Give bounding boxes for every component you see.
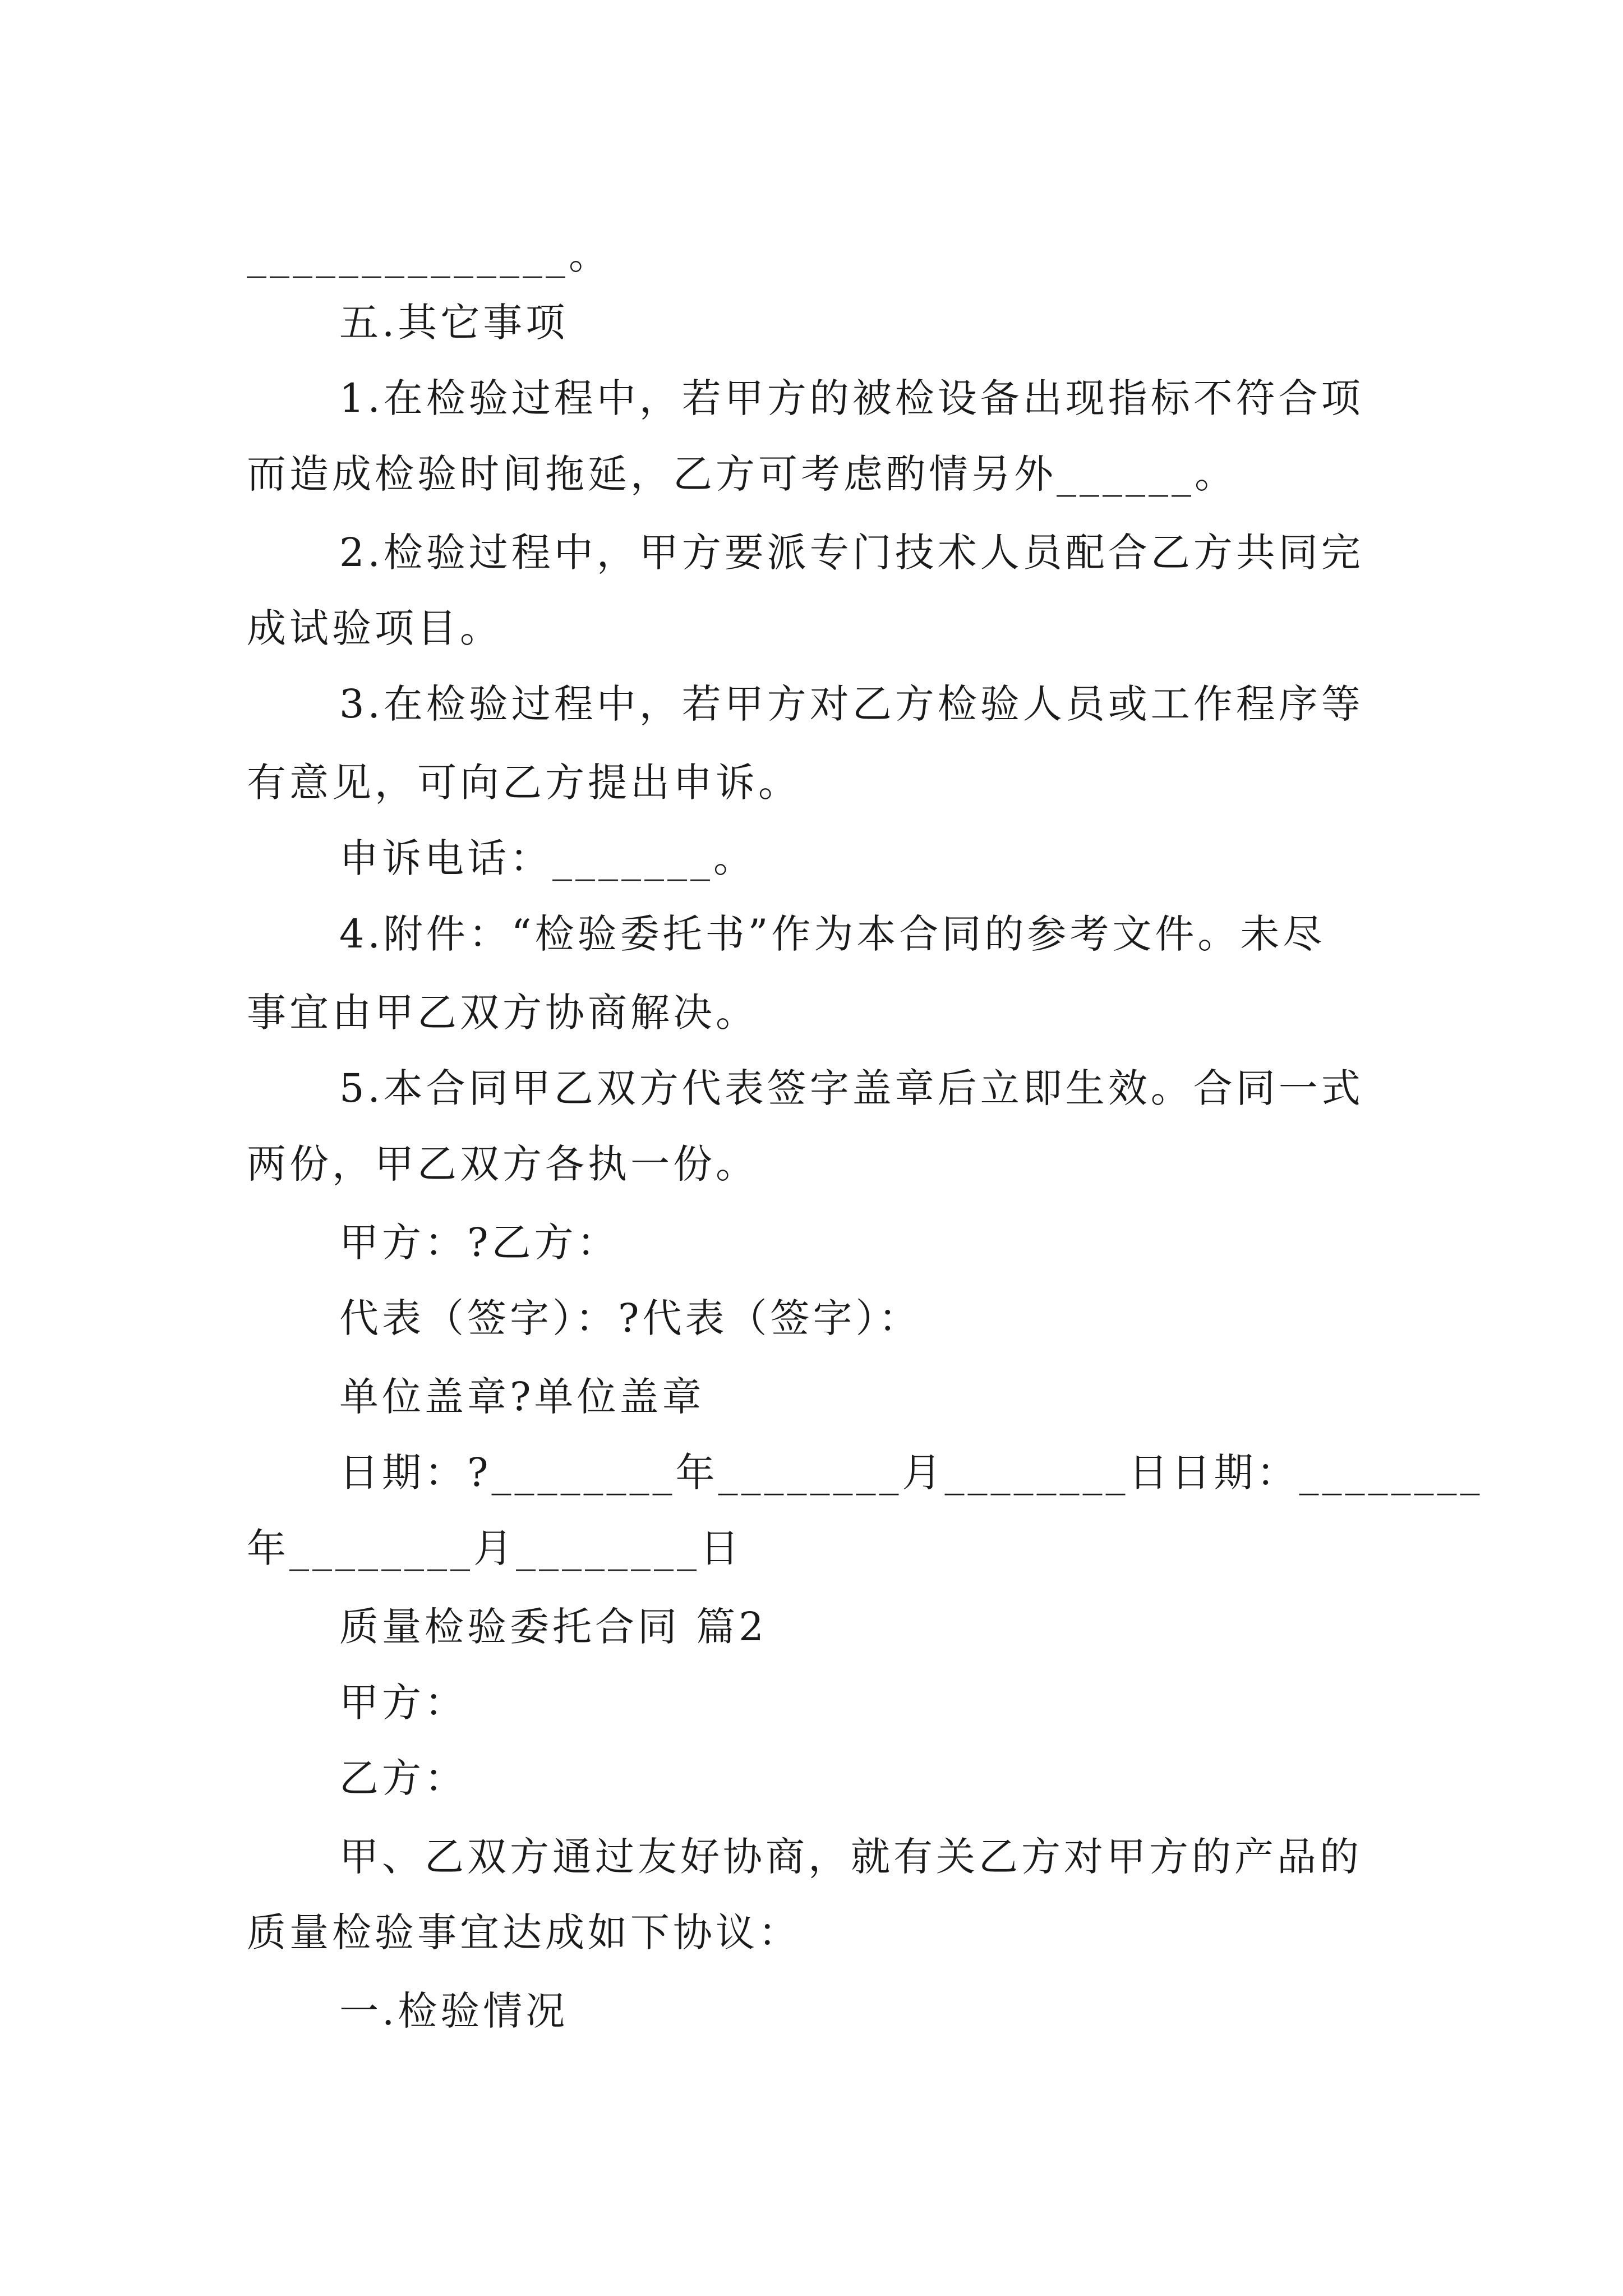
- text-line: 申诉电话：_______。: [339, 835, 756, 881]
- text-line: 而造成检验时间拖延，乙方可考虑酌情另外______。: [247, 451, 1237, 497]
- text-line: 事宜由甲乙双方协商解决。: [247, 990, 758, 1036]
- section-heading: 五.其它事项: [339, 300, 569, 346]
- text-line: 有意见，可向乙方提出申诉。: [247, 760, 801, 806]
- text-line: 2.检验过程中，甲方要派专门技术人员配合乙方共同完: [339, 530, 1364, 576]
- text-line: 质量检验事宜达成如下协议：: [247, 1910, 801, 1955]
- text-line: 5.本合同甲乙双方代表签字盖章后立即生效。合同一式: [339, 1065, 1364, 1111]
- text-line: 代表（签字）：?代表（签字）：: [339, 1295, 921, 1341]
- text-line: 两份，甲乙双方各执一份。: [247, 1141, 758, 1187]
- text-line: 乙方：: [339, 1755, 467, 1801]
- text-line: ______________。: [247, 232, 611, 278]
- text-line: 1.在检验过程中，若甲方的被检设备出现指标不符合项: [339, 375, 1364, 421]
- text-line: 甲、乙双方通过友好协商，就有关乙方对甲方的产品的: [339, 1834, 1362, 1880]
- text-line: 年________月________日: [247, 1525, 743, 1571]
- section-heading: 质量检验委托合同 篇2: [339, 1604, 767, 1650]
- text-line: 甲方：?乙方：: [339, 1220, 620, 1266]
- section-heading: 一.检验情况: [339, 1988, 569, 2034]
- text-line: 甲方：: [339, 1680, 467, 1726]
- text-line: 日期：?________年________月________日日期：________: [339, 1450, 1483, 1496]
- text-line: 3.在检验过程中，若甲方对乙方检验人员或工作程序等: [339, 681, 1364, 727]
- text-line: 成试验项目。: [247, 605, 502, 651]
- text-line: 单位盖章?单位盖章: [339, 1374, 705, 1420]
- text-line: 4.附件：“检验委托书”作为本合同的参考文件。未尽: [339, 911, 1326, 957]
